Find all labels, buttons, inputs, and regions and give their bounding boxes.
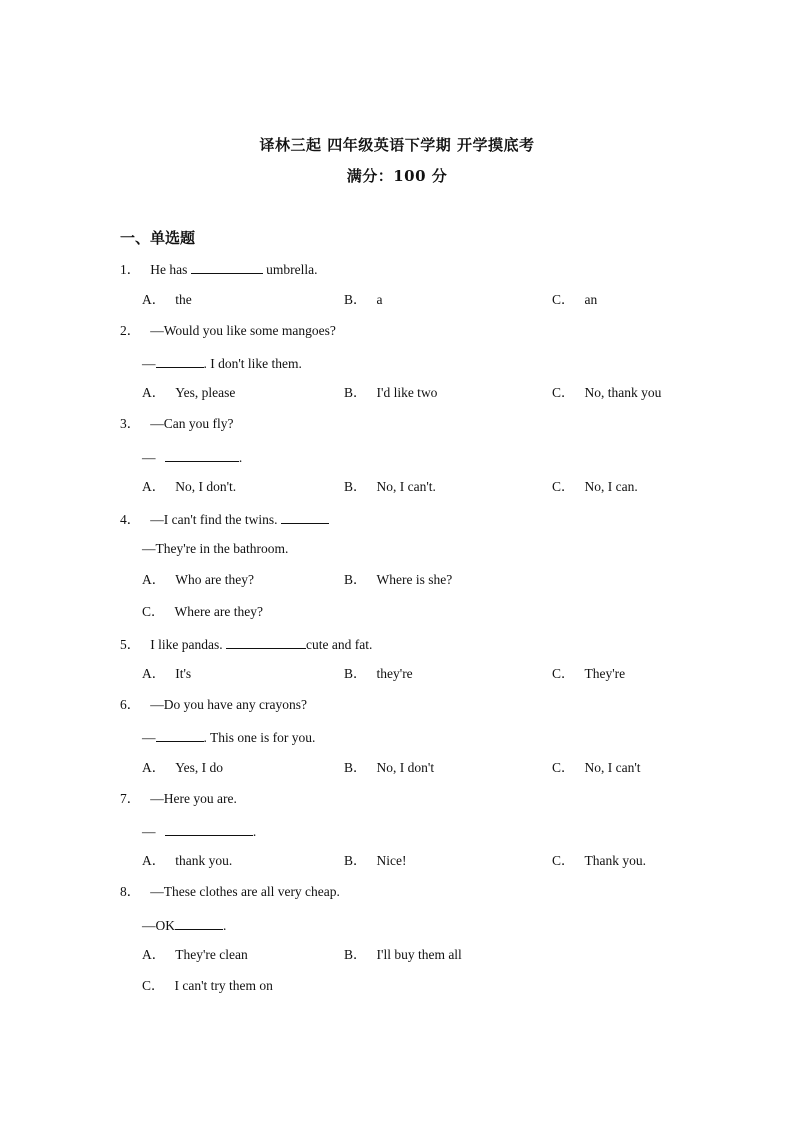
option-letter: B．: [344, 760, 367, 775]
question-2: [120, 322, 336, 340]
option-text: a: [376, 292, 383, 307]
response-post: . This one is for you.: [203, 730, 316, 745]
option-letter: C．: [142, 978, 165, 993]
option-letter: B．: [344, 853, 367, 868]
option-text: Nice!: [376, 853, 407, 868]
question-text-pre: —I can't find the twins.: [150, 512, 281, 527]
question-text: —Here you are.: [150, 791, 237, 806]
option-text: Where are they?: [174, 604, 263, 619]
question-7: [120, 790, 237, 808]
option-text: No, I can't: [584, 760, 641, 775]
option-b[interactable]: [344, 291, 383, 309]
option-text: No, I can.: [584, 479, 638, 494]
option-b[interactable]: [344, 852, 407, 870]
option-letter: A．: [142, 947, 166, 962]
option-letter: A．: [142, 292, 166, 307]
answer-blank: [281, 509, 329, 524]
option-c[interactable]: [552, 759, 641, 777]
option-letter: C．: [552, 385, 575, 400]
option-b[interactable]: [344, 759, 434, 777]
question-2-response: [142, 353, 302, 373]
option-a[interactable]: [142, 665, 191, 683]
question-3: [120, 415, 234, 433]
question-1: [120, 259, 317, 279]
option-a[interactable]: [142, 759, 223, 777]
option-c[interactable]: [552, 478, 638, 496]
option-letter: A．: [142, 572, 166, 587]
answer-blank: [226, 634, 306, 649]
option-text: Where is she?: [376, 572, 453, 587]
answer-blank: [156, 727, 204, 742]
option-letter: C．: [552, 666, 575, 681]
question-number: 3．: [120, 416, 141, 431]
option-letter: B．: [344, 479, 367, 494]
option-text: the: [175, 292, 192, 307]
option-a[interactable]: [142, 946, 248, 964]
option-c[interactable]: [142, 977, 273, 995]
option-text: No, thank you: [584, 385, 662, 400]
option-text: Yes, please: [175, 385, 236, 400]
option-text: they're: [376, 666, 413, 681]
question-8: [120, 883, 340, 901]
option-text: It's: [175, 666, 192, 681]
option-letter: C．: [552, 479, 575, 494]
question-5: [120, 634, 372, 654]
option-letter: C．: [552, 760, 575, 775]
response-text: —They're in the bathroom.: [142, 541, 289, 556]
option-letter: C．: [142, 604, 165, 619]
option-text: They're clean: [175, 947, 248, 962]
option-text: They're: [584, 666, 626, 681]
option-letter: A．: [142, 853, 166, 868]
question-number: 6．: [120, 697, 141, 712]
question-number: 7．: [120, 791, 141, 806]
answer-blank: [165, 821, 253, 836]
answer-blank: [175, 915, 223, 930]
response-post: . I don't like them.: [203, 356, 302, 371]
option-letter: A．: [142, 666, 166, 681]
question-8-response: [142, 915, 226, 935]
option-b[interactable]: [344, 384, 437, 402]
option-a[interactable]: [142, 384, 235, 402]
question-text: —These clothes are all very cheap.: [150, 884, 340, 899]
option-text: Thank you.: [584, 853, 647, 868]
question-number: 2．: [120, 323, 141, 338]
question-number: 5．: [120, 637, 141, 652]
question-7-response: [142, 821, 256, 841]
option-text: No, I don't.: [175, 479, 237, 494]
response-pre: —: [142, 356, 156, 371]
option-a[interactable]: [142, 291, 192, 309]
option-letter: A．: [142, 385, 166, 400]
option-letter: A．: [142, 760, 166, 775]
question-3-response: [142, 447, 242, 467]
question-number: 4．: [120, 512, 141, 527]
question-text-post: cute and fat.: [305, 637, 373, 652]
score-subtitle: 满分：100 分: [346, 167, 448, 185]
option-text: No, I don't: [376, 760, 435, 775]
question-text-pre: I like pandas.: [150, 637, 226, 652]
answer-blank: [191, 259, 263, 274]
question-6: [120, 696, 307, 714]
option-letter: B．: [344, 292, 367, 307]
response-pre: —OK: [142, 918, 175, 933]
option-a[interactable]: [142, 571, 254, 589]
question-text: —Would you like some mangoes?: [150, 323, 336, 338]
option-letter: B．: [344, 947, 367, 962]
question-number: 8．: [120, 884, 141, 899]
question-number: 1．: [120, 262, 141, 277]
option-text: No, I can't.: [376, 479, 436, 494]
response-pre: —: [142, 730, 156, 745]
option-letter: B．: [344, 385, 367, 400]
option-b[interactable]: [344, 665, 413, 683]
option-text: thank you.: [175, 853, 233, 868]
option-letter: B．: [344, 666, 367, 681]
option-c[interactable]: [552, 384, 661, 402]
response-pre: —: [142, 824, 159, 839]
option-letter: A．: [142, 479, 166, 494]
question-4-response: [142, 540, 288, 558]
option-text: Who are they?: [175, 572, 254, 587]
question-6-response: [142, 727, 315, 747]
section-title: 一、单选题: [120, 229, 196, 247]
question-text: —Can you fly?: [150, 416, 234, 431]
option-c[interactable]: [552, 291, 597, 309]
answer-blank: [165, 447, 239, 462]
option-c[interactable]: [552, 852, 646, 870]
answer-blank: [156, 353, 204, 368]
option-letter: C．: [552, 853, 575, 868]
option-c[interactable]: [142, 603, 263, 621]
option-b[interactable]: [344, 946, 462, 964]
option-b[interactable]: [344, 478, 436, 496]
response-post: .: [252, 824, 257, 839]
option-text: Yes, I do: [175, 760, 224, 775]
option-text: I'll buy them all: [376, 947, 462, 962]
option-letter: C．: [552, 292, 575, 307]
option-c[interactable]: [552, 665, 625, 683]
option-text: an: [584, 292, 598, 307]
response-post: .: [238, 450, 243, 465]
response-post: .: [223, 918, 227, 933]
question-4: [120, 509, 329, 529]
question-text-post: umbrella.: [262, 262, 318, 277]
option-letter: B．: [344, 572, 367, 587]
option-text: I can't try them on: [174, 978, 273, 993]
page-title: 译林三起 四年级英语下学期 开学摸底考: [259, 136, 535, 154]
option-a[interactable]: [142, 478, 236, 496]
option-text: I'd like two: [376, 385, 438, 400]
option-a[interactable]: [142, 852, 232, 870]
response-pre: —: [142, 450, 159, 465]
question-text-pre: He has: [150, 262, 191, 277]
option-b[interactable]: [344, 571, 452, 589]
question-text: —Do you have any crayons?: [150, 697, 307, 712]
